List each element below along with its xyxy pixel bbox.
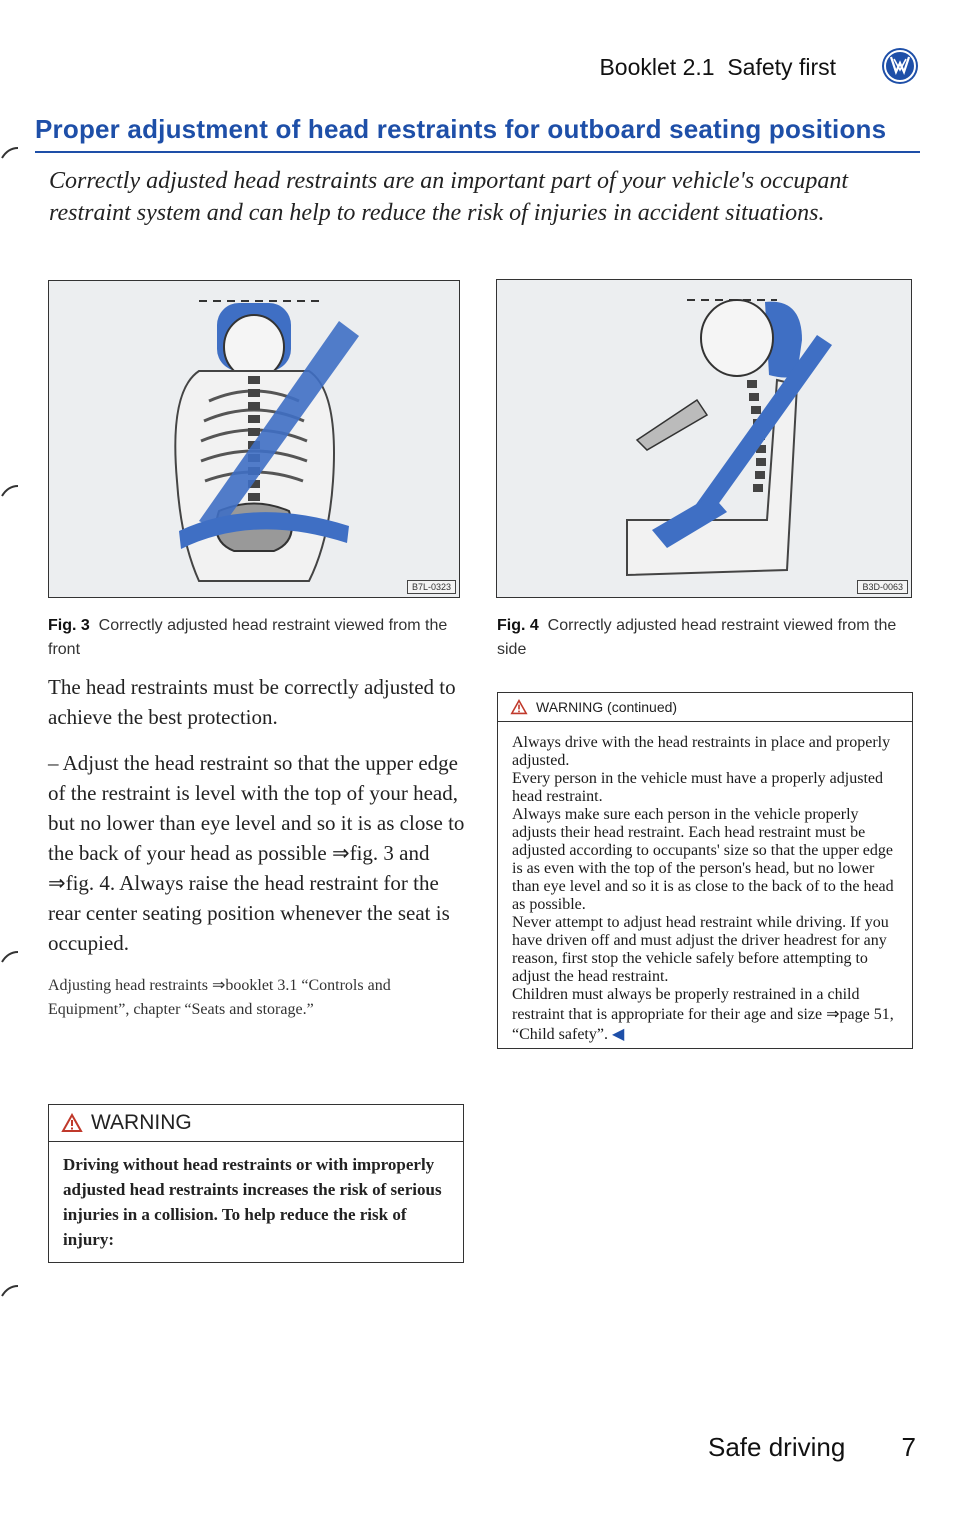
margin-mark-icon xyxy=(0,1282,26,1308)
list-item: Always make sure each person in the vehicle properly adjusts their head restraint. Each head restraint must be adjusted according to occupants' size so that the upper edge is as even with the top of the person's head, but no lower than eye level and so it is as close to the back of to the head as possible. xyxy=(512,806,894,913)
list-item: Children must always be properly restrained in a child restraint that is appropriate for their age and size ⇒page 51, “Child safety”. ◀ xyxy=(512,986,894,1043)
warning-triangle-icon xyxy=(61,1113,83,1133)
list-item: Always drive with the head restraints in place and properly adjusted. xyxy=(512,734,891,769)
body-paragraphs xyxy=(48,672,468,1022)
instruction-step: – Adjust the head restraint so that the upper edge of the restraint is level with the top of your head, but no lower than eye level and so it is as close to the back of your head as possible ⇒fig. 3 and ⇒fig. 4. Always raise the head restraint for the rear center seating position whenever the seat is occupied. xyxy=(48,751,465,955)
figure-code: B3D-0063 xyxy=(857,580,908,594)
caption-text: Correctly adjusted head restraint viewed from the front xyxy=(48,617,448,658)
footer-section: Safe driving xyxy=(708,1432,846,1462)
figure-3-caption xyxy=(48,614,458,662)
warning-continued-box xyxy=(497,692,913,1049)
header-label: Booklet 2.1 Safety first xyxy=(599,54,836,80)
warning-list xyxy=(498,722,912,1048)
page-number: 7 xyxy=(901,1432,916,1462)
title-rule xyxy=(35,151,920,153)
cross-reference: Adjusting head restraints ⇒booklet 3.1 “Controls and Equipment”, chapter “Seats and storage.” xyxy=(48,977,391,1018)
figure-label: Fig. 4 xyxy=(497,617,539,634)
page-header xyxy=(560,46,920,86)
section-title: Proper adjustment of head restraints for outboard seating positions xyxy=(35,114,887,144)
figure-4-caption xyxy=(497,614,907,662)
warning-text: Driving without head restraints or with improperly adjusted head restraints increases the risk of serious injuries in a collision. To help reduce the risk of injury: xyxy=(63,1155,442,1249)
caption-text: Correctly adjusted head restraint viewed from the side xyxy=(497,617,897,658)
page-footer xyxy=(700,1430,920,1470)
figure-code: B7L-0323 xyxy=(407,580,456,594)
margin-mark-icon xyxy=(0,948,26,974)
figure-label: Fig. 3 xyxy=(48,617,90,634)
intro-text: Correctly adjusted head restraints are an important part of your vehicle's occupant restraint system and can help to reduce the risk of injuries in accident situations. xyxy=(49,168,849,226)
vw-logo-icon xyxy=(880,46,920,86)
skeleton-side-illustration xyxy=(497,280,911,597)
list-item: Never attempt to adjust head restraint while driving. If you have driven off and must adjust the driver headrest for any reason, first stop the vehicle safely before attempting to adjust the head restraint. xyxy=(512,914,889,985)
body-paragraph: The head restraints must be correctly adjusted to achieve the best protection. xyxy=(48,675,456,729)
skeleton-front-illustration xyxy=(49,281,459,597)
end-mark-icon: ◀ xyxy=(611,1026,625,1043)
warning-header xyxy=(49,1105,463,1142)
warning-header xyxy=(498,693,912,722)
warning-title: WARNING (continued) xyxy=(536,699,678,715)
figure-4 xyxy=(496,279,912,598)
figure-3 xyxy=(48,280,460,598)
margin-mark-icon xyxy=(0,482,26,508)
margin-mark-icon xyxy=(0,144,26,170)
warning-title: WARNING xyxy=(91,1111,192,1134)
warning-box xyxy=(48,1104,464,1263)
warning-triangle-icon xyxy=(510,699,528,715)
list-item: Every person in the vehicle must have a properly adjusted head restraint. xyxy=(512,770,883,805)
